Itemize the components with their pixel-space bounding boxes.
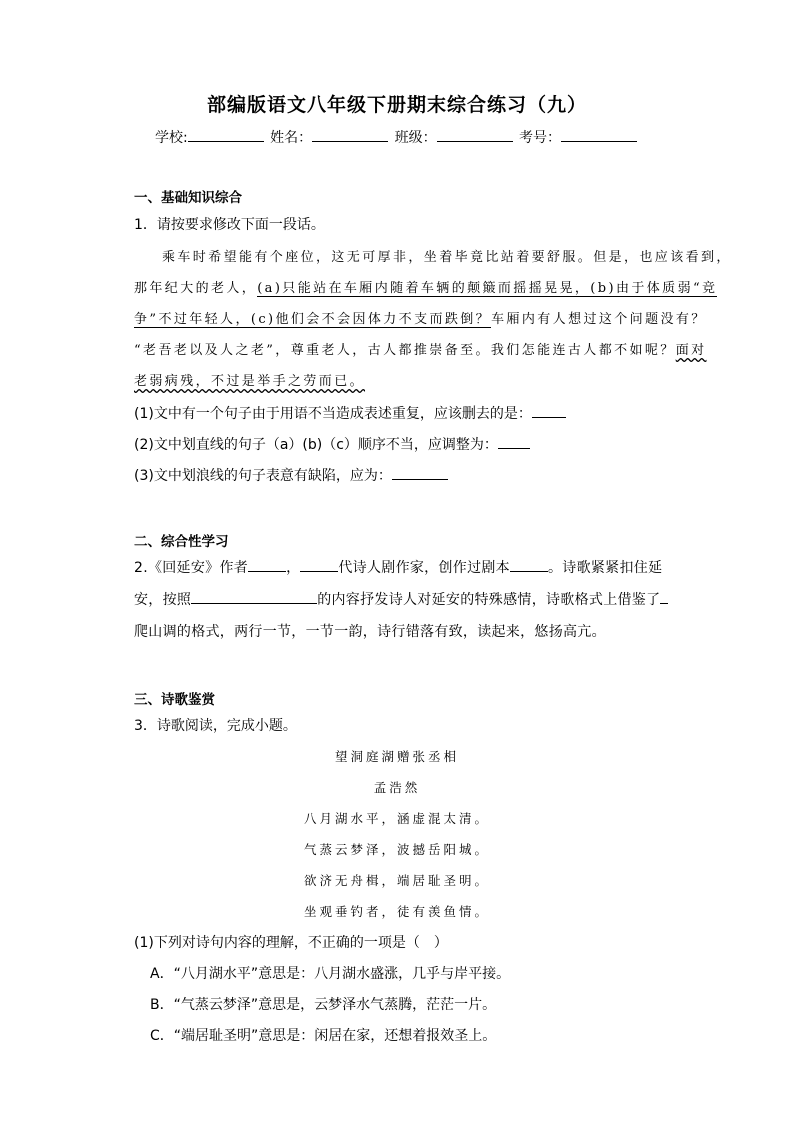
subquestion-2 <box>134 434 530 454</box>
section-heading-3: 三、诗歌鉴赏 <box>134 692 215 708</box>
passage-line-3 <box>134 308 707 327</box>
passage-line-2a: 那年纪大的老人， <box>134 281 258 296</box>
passage-line-2 <box>134 277 717 296</box>
q2-text-3: 代诗人剧作家，创作过剧本 <box>338 560 510 576</box>
student-info-line <box>0 127 794 147</box>
passage-line-5 <box>134 370 365 389</box>
number-label: 考号： <box>519 130 562 146</box>
name-blank[interactable] <box>312 127 388 142</box>
section-heading-2: 二、综合性学习 <box>134 534 229 550</box>
blank-author[interactable] <box>248 557 286 572</box>
poem-title: 望洞庭湖赠张丞相 <box>334 749 459 764</box>
subquestion-2-text: (2)文中划直线的句子（a）(b)（c）顺序不当，应调整为： <box>134 437 498 453</box>
blank-content[interactable] <box>191 589 317 604</box>
number-blank[interactable] <box>561 127 637 142</box>
poem-author: 孟浩然 <box>373 780 421 795</box>
poem-line-3: 欲济无舟楫，端居耻圣明。 <box>303 873 490 888</box>
blank-style[interactable] <box>660 589 668 604</box>
question-1: 1．请按要求修改下面一段话。 <box>134 217 325 233</box>
passage-line-4 <box>134 339 707 358</box>
name-label: 姓名： <box>270 130 313 146</box>
wavy-sentence-part1: 面对 <box>675 343 707 358</box>
underlined-sentence-c: 争”不过年轻人，(c)他们会不会因体力不支而跌倒？ <box>134 312 492 327</box>
poem-line-2: 气蒸云梦泽，波撼岳阳城。 <box>303 842 490 857</box>
school-label: 学校: <box>154 130 188 146</box>
passage-line-4a: “老吾老以及人之老”，尊重老人，古人都推崇备至。我们怎能连古人都不如呢？ <box>134 343 676 358</box>
q2-text-6: 的内容抒发诗人对延安的特殊感情，诗歌格式上借鉴了 <box>317 592 661 608</box>
underlined-sentence-ab: (a)只能站在车厢内随着车辆的颠簸而摇摇晃晃，(b)由于体质弱“竞 <box>257 281 718 296</box>
subquestion-poem-1: (1)下列对诗句内容的理解，不正确的一项是（ ） <box>134 935 448 951</box>
subquestion-3-text: (3)文中划浪线的句子表意有缺陷，应为： <box>134 468 392 484</box>
answer-blank-1[interactable] <box>532 403 566 418</box>
q2-text-4: 。诗歌紧紧扣住延 <box>547 560 663 576</box>
school-blank[interactable] <box>188 127 264 142</box>
class-blank[interactable] <box>437 127 513 142</box>
option-a[interactable]: A．“八月湖水平”意思是：八月湖水盛涨，几乎与岸平接。 <box>150 966 511 982</box>
wavy-sentence-part2: 老弱病残，不过是举手之劳而已。 <box>134 374 366 389</box>
q2-text-1: 2.《回延安》作者 <box>134 560 249 576</box>
passage-line-1: 乘车时希望能有个座位，这无可厚非，坐着毕竟比站着要舒服。但是，也应该看到， <box>162 250 732 265</box>
q2-text-5: 安，按照 <box>134 592 192 608</box>
answer-blank-3[interactable] <box>392 465 448 480</box>
page-title: 部编版语文八年级下册期末综合练习（九） <box>206 94 587 116</box>
question-2-line-3: 爬山调的格式，两行一节，一节一韵，诗行错落有致，读起来，悠扬高亢。 <box>134 624 606 640</box>
question-2-line-2 <box>134 589 668 609</box>
question-3: 3．诗歌阅读，完成小题。 <box>134 718 297 734</box>
class-label: 班级： <box>394 130 437 146</box>
option-b[interactable]: B．“气蒸云梦泽”意思是，云梦泽水气蒸腾，茫茫一片。 <box>150 997 497 1013</box>
poem-line-1: 八月湖水平，涵虚混太清。 <box>303 811 490 826</box>
passage-line-3b: 车厢内有人想过这个问题没有？ <box>491 312 707 327</box>
question-2-line-1 <box>134 557 662 577</box>
subquestion-3 <box>134 465 448 485</box>
subquestion-1 <box>134 403 566 423</box>
option-c[interactable]: C．“端居耻圣明”意思是：闲居在家，还想着报效圣上。 <box>150 1028 497 1044</box>
answer-blank-2[interactable] <box>498 434 530 449</box>
blank-era[interactable] <box>300 557 338 572</box>
section-heading-1: 一、基础知识综合 <box>134 190 242 206</box>
q2-text-2: ， <box>286 560 301 576</box>
blank-play[interactable] <box>510 557 548 572</box>
subquestion-1-text: (1)文中有一个句子由于用语不当造成表述重复，应该删去的是： <box>134 406 532 422</box>
poem-line-4: 坐观垂钓者，徒有羡鱼情。 <box>303 904 490 919</box>
